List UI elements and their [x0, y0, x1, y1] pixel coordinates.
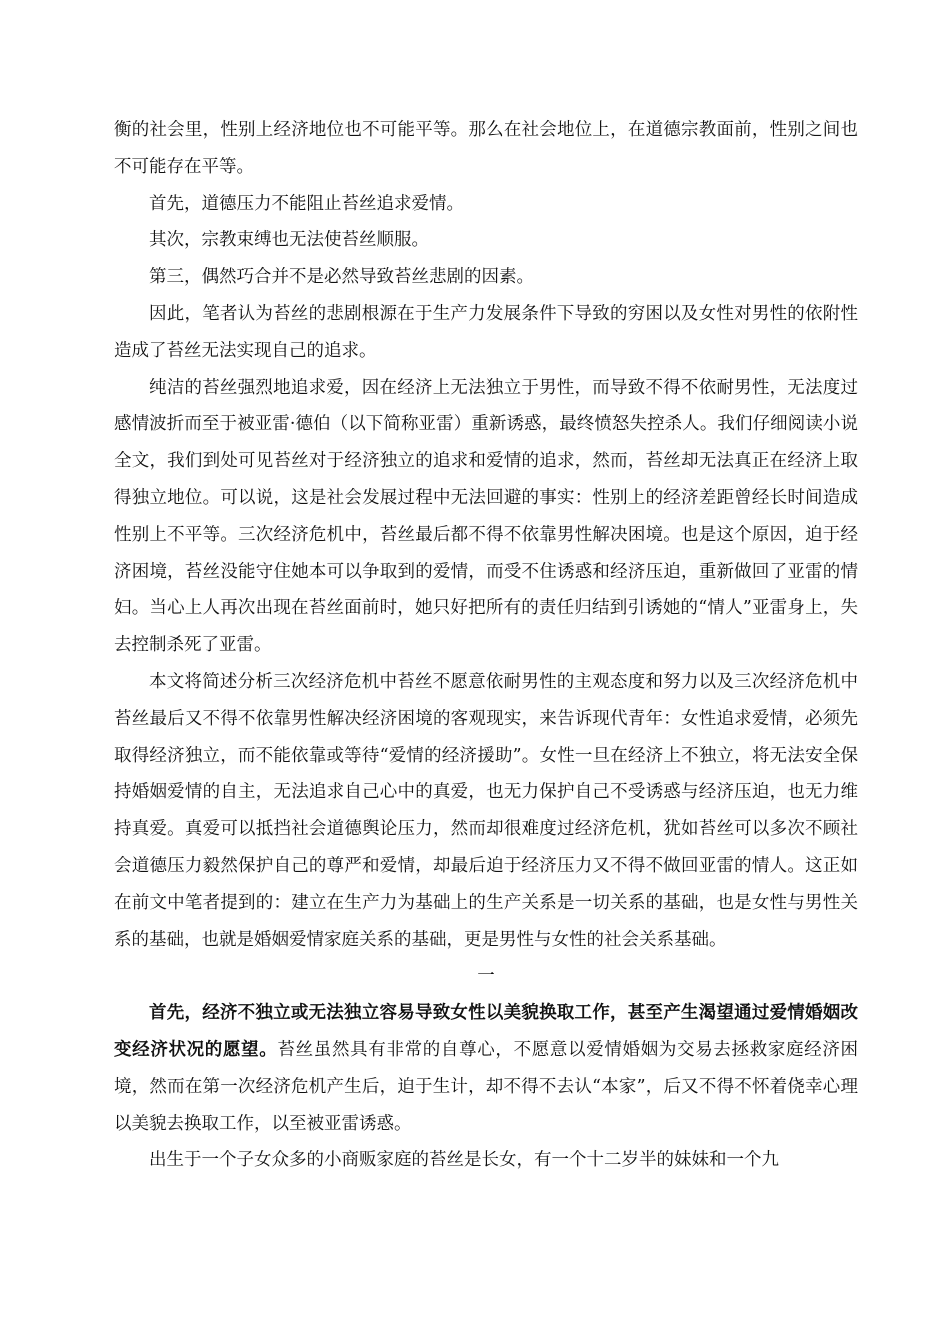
section-paragraph-2: 出生于一个子女众多的小商贩家庭的苔丝是长女，有一个十二岁半的妹妹和一个九 [149, 1150, 779, 1171]
document-page [114, 112, 858, 1179]
section-paragraph-1 [114, 995, 858, 1142]
paragraph-7: 本文将简述分析三次经济危机中苔丝不愿意依耐男性的主观态度和努力以及三次经济危机中苔丝最后又不得不依靠男性解决经济困境的客观现实，来告诉现代青年：女性追求爱情，必须先取得经济独立，而不能依靠或等待“爱情的经济援助”。女性一旦在经济上不独立，将无法安全保持婚姻爱情的自主，无法追求自己心中的真爱，也无力保护自己不受诱惑与经济压迫，也无力维持真爱。真爱可以抵挡社会道德舆论压力，然而却很难度过经济危机，犹如苔丝可以多次不顾社会道德压力毅然保护自己的尊严和爱情，却最后迫于经济压力又不得不做回亚雷的情人。这正如在前文中笔者提到的：建立在生产力为基础上的生产关系是一切关系的基础，也是女性与男性关系的基础，也就是婚姻爱情家庭关系的基础，更是男性与女性的社会关系基础。 [114, 671, 858, 950]
paragraph-4: 第三，偶然巧合并不是必然导致苔丝悲剧的因素。 [149, 267, 534, 288]
paragraph-1: 衡的社会里，性别上经济地位也不可能平等。那么在社会地位上，在道德宗教面前，性别之间也不可能存在平等。 [114, 120, 858, 177]
section-heading: 一 [477, 966, 495, 987]
paragraph-6: 纯洁的苔丝强烈地追求爱，因在经济上无法独立于男性，而导致不得不依耐男性，无法度过感情波折而至于被亚雷·德伯（以下简称亚雷）重新诱惑，最终愤怒失控杀人。我们仔细阅读小说全文，我们到处可见苔丝对于经济独立的追求和爱情的追求，然而，苔丝却无法真正在经济上取得独立地位。可以说，这是社会发展过程中无法回避的事实：性别上的经济差距曾经长时间造成性别上不平等。三次经济危机中，苔丝最后都不得不依靠男性解决困境。也是这个原因，迫于经济困境，苔丝没能守住她本可以争取到的爱情，而受不住诱惑和经济压迫，重新做回了亚雷的情妇。当心上人再次出现在苔丝面前时，她只好把所有的责任归结到引诱她的“情人”亚雷身上，失去控制杀死了亚雷。 [114, 377, 858, 656]
paragraph-2: 首先，道德压力不能阻止苔丝追求爱情。 [149, 193, 464, 214]
paragraph-3: 其次，宗教束缚也无法使苔丝顺服。 [149, 230, 429, 251]
section-paragraph-1-text: 苔丝虽然具有非常的自尊心，不愿意以爱情婚姻为交易去拯救家庭经济困境，然而在第一次经济危机产生后，迫于生计，却不得不去认“本家”，后又不得不怀着侥幸心理以美貌去换取工作，以至被亚雷诱惑。 [114, 1039, 859, 1134]
section-paragraph-1-bold: 首先，经济不独立或无法独立容易导致女性以美貌换取工作，甚至产生渴望通过爱情婚姻改变经济状况的愿望。 [114, 1003, 858, 1060]
paragraph-5: 因此，笔者认为苔丝的悲剧根源在于生产力发展条件下导致的穷困以及女性对男性的依附性造成了苔丝无法实现自己的追求。 [114, 303, 858, 361]
